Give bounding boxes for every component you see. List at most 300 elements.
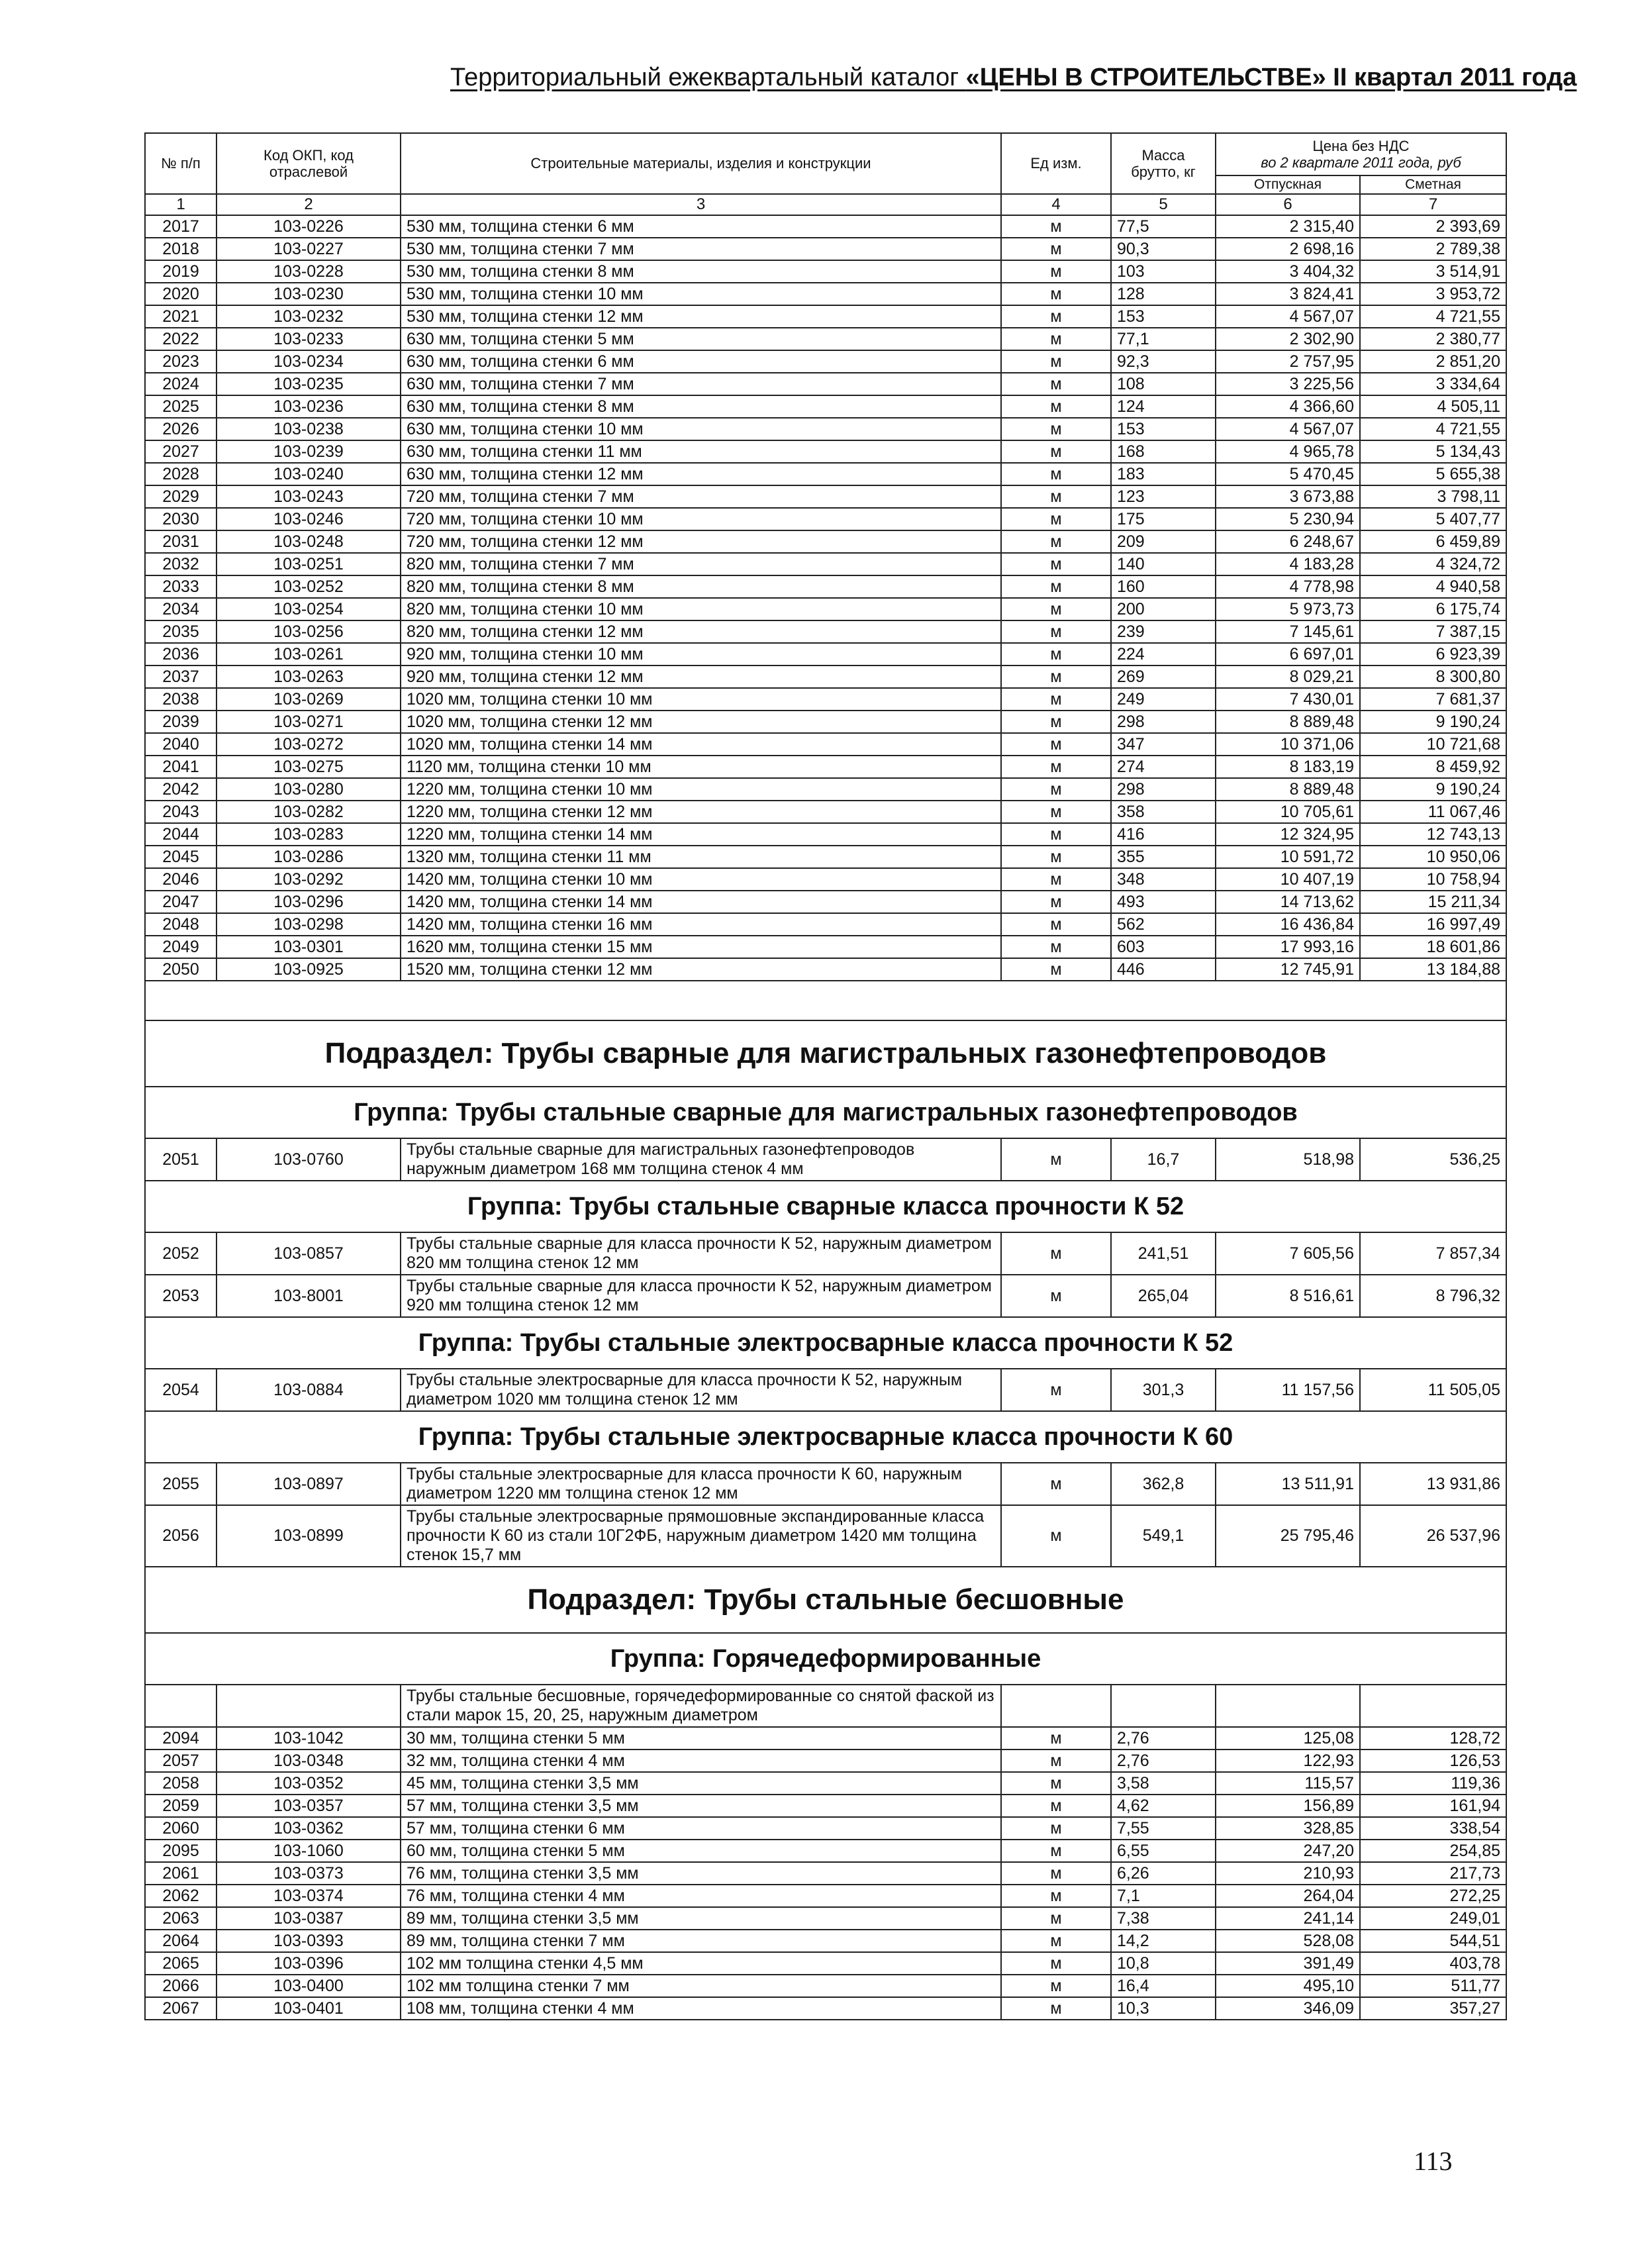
row-number: 2064 xyxy=(145,1930,217,1952)
header-prefix: Территориальный ежеквартальный каталог xyxy=(450,64,966,91)
okp-code: 103-0282 xyxy=(217,801,401,823)
estimate-price: 7 681,37 xyxy=(1360,688,1506,711)
estimate-price: 9 190,24 xyxy=(1360,711,1506,733)
unit: м xyxy=(1001,598,1111,620)
release-price: 241,14 xyxy=(1216,1907,1360,1930)
estimate-price: 7 387,15 xyxy=(1360,620,1506,643)
item-description: 57 мм, толщина стенки 3,5 мм xyxy=(401,1795,1001,1817)
estimate-price: 26 537,96 xyxy=(1360,1505,1506,1567)
gross-mass: 77,5 xyxy=(1111,215,1216,238)
gross-mass: 269 xyxy=(1111,666,1216,688)
estimate-price: 2 380,77 xyxy=(1360,328,1506,350)
gross-mass: 153 xyxy=(1111,305,1216,328)
unit: м xyxy=(1001,1138,1111,1181)
item-description: 1020 мм, толщина стенки 10 мм xyxy=(401,688,1001,711)
unit: м xyxy=(1001,1975,1111,1997)
item-description: Трубы стальные сварные для класса прочности К 52, наружным диаметром 820 мм толщина стенок 12 мм xyxy=(401,1232,1001,1275)
gross-mass: 298 xyxy=(1111,711,1216,733)
table-row xyxy=(145,463,1506,485)
okp-code: 103-0261 xyxy=(217,643,401,666)
unit: м xyxy=(1001,643,1111,666)
estimate-price: 119,36 xyxy=(1360,1772,1506,1795)
release-price: 25 795,46 xyxy=(1216,1505,1360,1567)
item-description: 530 мм, толщина стенки 8 мм xyxy=(401,260,1001,283)
table-row xyxy=(145,215,1506,238)
item-description: 1320 мм, толщина стенки 11 мм xyxy=(401,846,1001,868)
gross-mass: 224 xyxy=(1111,643,1216,666)
item-description: 530 мм, толщина стенки 12 мм xyxy=(401,305,1001,328)
okp-code: 103-0857 xyxy=(217,1232,401,1275)
table-row xyxy=(145,711,1506,733)
group-title-electrowelded-k60: Группа: Трубы стальные электросварные класса прочности К 60 xyxy=(145,1411,1506,1463)
okp-code: 103-0925 xyxy=(217,958,401,981)
estimate-price: 126,53 xyxy=(1360,1750,1506,1772)
okp-code: 103-0396 xyxy=(217,1952,401,1975)
table-row xyxy=(145,1862,1506,1885)
release-price: 264,04 xyxy=(1216,1885,1360,1907)
row-number: 2054 xyxy=(145,1369,217,1411)
unit: м xyxy=(1001,1885,1111,1907)
table-row xyxy=(145,1840,1506,1862)
unit: м xyxy=(1001,283,1111,305)
rows-section-a xyxy=(145,215,1506,981)
okp-code: 103-0226 xyxy=(217,215,401,238)
group-intro-text: Трубы стальные бесшовные, горячедеформированные со снятой фаской из стали марок 15, 20, 25, наружным диаметром xyxy=(401,1685,1001,1727)
item-description: 630 мм, толщина стенки 11 мм xyxy=(401,440,1001,463)
table-row xyxy=(145,823,1506,846)
gross-mass: 3,58 xyxy=(1111,1772,1216,1795)
release-price: 5 230,94 xyxy=(1216,508,1360,530)
table-row xyxy=(145,553,1506,575)
row-number: 2063 xyxy=(145,1907,217,1930)
table-row xyxy=(145,936,1506,958)
row-number: 2032 xyxy=(145,553,217,575)
gross-mass: 416 xyxy=(1111,823,1216,846)
unit: м xyxy=(1001,1952,1111,1975)
release-price: 210,93 xyxy=(1216,1862,1360,1885)
item-description: 630 мм, толщина стенки 8 мм xyxy=(401,395,1001,418)
unit: м xyxy=(1001,733,1111,756)
unit: м xyxy=(1001,1795,1111,1817)
page-number: 113 xyxy=(1414,2146,1453,2176)
row-number: 2065 xyxy=(145,1952,217,1975)
row-number: 2060 xyxy=(145,1817,217,1840)
okp-code: 103-0256 xyxy=(217,620,401,643)
table-row xyxy=(145,260,1506,283)
item-description: 102 мм толщина стенки 4,5 мм xyxy=(401,1952,1001,1975)
unit: м xyxy=(1001,778,1111,801)
subsection-title-seamless: Подраздел: Трубы стальные бесшовные xyxy=(145,1567,1506,1633)
gross-mass: 140 xyxy=(1111,553,1216,575)
table-row xyxy=(145,891,1506,913)
gross-mass: 124 xyxy=(1111,395,1216,418)
table-row xyxy=(145,418,1506,440)
release-price: 3 673,88 xyxy=(1216,485,1360,508)
group-title-hot-formed: Группа: Горячедеформированные xyxy=(145,1633,1506,1685)
release-price: 125,08 xyxy=(1216,1727,1360,1750)
gross-mass: 128 xyxy=(1111,283,1216,305)
table-row xyxy=(145,1750,1506,1772)
release-price: 518,98 xyxy=(1216,1138,1360,1181)
item-description: 820 мм, толщина стенки 7 мм xyxy=(401,553,1001,575)
okp-code: 103-0400 xyxy=(217,1975,401,1997)
okp-code: 103-0275 xyxy=(217,756,401,778)
table-row xyxy=(145,643,1506,666)
item-description: 102 мм толщина стенки 7 мм xyxy=(401,1975,1001,1997)
release-price: 6 697,01 xyxy=(1216,643,1360,666)
item-description: 820 мм, толщина стенки 8 мм xyxy=(401,575,1001,598)
section-break xyxy=(145,981,1506,1138)
release-price: 2 315,40 xyxy=(1216,215,1360,238)
release-price: 13 511,91 xyxy=(1216,1463,1360,1505)
release-price: 2 757,95 xyxy=(1216,350,1360,373)
item-description: 820 мм, толщина стенки 12 мм xyxy=(401,620,1001,643)
unit: м xyxy=(1001,1727,1111,1750)
column-index-row xyxy=(145,194,1506,215)
release-price: 10 407,19 xyxy=(1216,868,1360,891)
estimate-price: 6 923,39 xyxy=(1360,643,1506,666)
row-number: 2047 xyxy=(145,891,217,913)
estimate-price: 128,72 xyxy=(1360,1727,1506,1750)
estimate-price: 4 721,55 xyxy=(1360,305,1506,328)
gross-mass: 10,3 xyxy=(1111,1997,1216,2020)
intro-cell-num xyxy=(145,1685,217,1727)
item-description: Трубы стальные сварные для класса прочности К 52, наружным диаметром 920 мм толщина стенок 12 мм xyxy=(401,1275,1001,1317)
unit: м xyxy=(1001,913,1111,936)
estimate-price: 536,25 xyxy=(1360,1138,1506,1181)
gross-mass: 200 xyxy=(1111,598,1216,620)
estimate-price: 217,73 xyxy=(1360,1862,1506,1885)
okp-code: 103-0252 xyxy=(217,575,401,598)
gross-mass: 265,04 xyxy=(1111,1275,1216,1317)
estimate-price: 254,85 xyxy=(1360,1840,1506,1862)
gross-mass: 7,55 xyxy=(1111,1817,1216,1840)
release-price: 495,10 xyxy=(1216,1975,1360,1997)
column-index: 5 xyxy=(1111,194,1216,215)
item-description: Трубы стальные электросварные прямошовные экспандированные класса прочности К 60 из стали 10Г2ФБ, наружным диаметром 1420 мм толщина стенок 15,7 мм xyxy=(401,1505,1001,1567)
column-index: 4 xyxy=(1001,194,1111,215)
item-description: 630 мм, толщина стенки 12 мм xyxy=(401,463,1001,485)
okp-code: 103-0232 xyxy=(217,305,401,328)
okp-code: 103-0243 xyxy=(217,485,401,508)
estimate-price: 8 796,32 xyxy=(1360,1275,1506,1317)
unit: м xyxy=(1001,350,1111,373)
row-number: 2050 xyxy=(145,958,217,981)
column-index: 2 xyxy=(217,194,401,215)
gross-mass: 14,2 xyxy=(1111,1930,1216,1952)
estimate-price: 5 655,38 xyxy=(1360,463,1506,485)
item-description: 630 мм, толщина стенки 7 мм xyxy=(401,373,1001,395)
unit: м xyxy=(1001,530,1111,553)
row-number: 2026 xyxy=(145,418,217,440)
col-header-num: № п/п xyxy=(145,133,217,194)
row-number: 2033 xyxy=(145,575,217,598)
row-number: 2030 xyxy=(145,508,217,530)
release-price: 3 404,32 xyxy=(1216,260,1360,283)
gross-mass: 355 xyxy=(1111,846,1216,868)
item-description: 1220 мм, толщина стенки 10 мм xyxy=(401,778,1001,801)
gross-mass: 7,1 xyxy=(1111,1885,1216,1907)
row-number: 2023 xyxy=(145,350,217,373)
okp-code: 103-0234 xyxy=(217,350,401,373)
okp-code: 103-0269 xyxy=(217,688,401,711)
okp-code: 103-0292 xyxy=(217,868,401,891)
table-row xyxy=(145,620,1506,643)
row-number: 2067 xyxy=(145,1997,217,2020)
gross-mass: 2,76 xyxy=(1111,1727,1216,1750)
row-number: 2066 xyxy=(145,1975,217,1997)
item-description: 57 мм, толщина стенки 6 мм xyxy=(401,1817,1001,1840)
unit: м xyxy=(1001,215,1111,238)
okp-code: 103-0283 xyxy=(217,823,401,846)
gross-mass: 4,62 xyxy=(1111,1795,1216,1817)
gross-mass: 562 xyxy=(1111,913,1216,936)
item-description: 1020 мм, толщина стенки 12 мм xyxy=(401,711,1001,733)
okp-code: 103-0228 xyxy=(217,260,401,283)
table-row xyxy=(145,350,1506,373)
price-catalog-table xyxy=(144,132,1507,2020)
estimate-price: 338,54 xyxy=(1360,1817,1506,1840)
release-price: 8 029,21 xyxy=(1216,666,1360,688)
table-row xyxy=(145,1727,1506,1750)
unit: м xyxy=(1001,328,1111,350)
estimate-price: 249,01 xyxy=(1360,1907,1506,1930)
table-row xyxy=(145,305,1506,328)
estimate-price: 10 758,94 xyxy=(1360,868,1506,891)
unit: м xyxy=(1001,1930,1111,1952)
okp-code: 103-0272 xyxy=(217,733,401,756)
item-description: 1420 мм, толщина стенки 10 мм xyxy=(401,868,1001,891)
release-price: 14 713,62 xyxy=(1216,891,1360,913)
gross-mass: 7,38 xyxy=(1111,1907,1216,1930)
okp-code: 103-0254 xyxy=(217,598,401,620)
release-price: 8 183,19 xyxy=(1216,756,1360,778)
release-price: 8 889,48 xyxy=(1216,778,1360,801)
item-description: 76 мм, толщина стенки 3,5 мм xyxy=(401,1862,1001,1885)
gross-mass: 16,7 xyxy=(1111,1138,1216,1181)
okp-code: 103-0760 xyxy=(217,1138,401,1181)
rows-group-1 xyxy=(145,1138,1506,1181)
estimate-price: 8 300,80 xyxy=(1360,666,1506,688)
item-description: 920 мм, толщина стенки 10 мм xyxy=(401,643,1001,666)
release-price: 17 993,16 xyxy=(1216,936,1360,958)
unit: м xyxy=(1001,620,1111,643)
item-description: 76 мм, толщина стенки 4 мм xyxy=(401,1885,1001,1907)
release-price: 8 889,48 xyxy=(1216,711,1360,733)
okp-code: 103-0298 xyxy=(217,913,401,936)
estimate-price: 2 393,69 xyxy=(1360,215,1506,238)
item-description: 1220 мм, толщина стенки 12 мм xyxy=(401,801,1001,823)
row-number: 2017 xyxy=(145,215,217,238)
row-number: 2058 xyxy=(145,1772,217,1795)
estimate-price: 5 407,77 xyxy=(1360,508,1506,530)
item-description: Трубы стальные сварные для магистральных газонефтепроводов наружным диаметром 168 мм толщина стенок 4 мм xyxy=(401,1138,1001,1181)
release-price: 6 248,67 xyxy=(1216,530,1360,553)
estimate-price: 12 743,13 xyxy=(1360,823,1506,846)
gross-mass: 77,1 xyxy=(1111,328,1216,350)
okp-code: 103-0240 xyxy=(217,463,401,485)
unit: м xyxy=(1001,373,1111,395)
row-number: 2062 xyxy=(145,1885,217,1907)
unit: м xyxy=(1001,1505,1111,1567)
gross-mass: 493 xyxy=(1111,891,1216,913)
blank-row xyxy=(145,981,1506,1020)
row-number: 2056 xyxy=(145,1505,217,1567)
estimate-price: 9 190,24 xyxy=(1360,778,1506,801)
gross-mass: 362,8 xyxy=(1111,1463,1216,1505)
row-number: 2055 xyxy=(145,1463,217,1505)
okp-code: 103-0233 xyxy=(217,328,401,350)
gross-mass: 103 xyxy=(1111,260,1216,283)
item-description: 630 мм, толщина стенки 5 мм xyxy=(401,328,1001,350)
release-price: 10 705,61 xyxy=(1216,801,1360,823)
unit: м xyxy=(1001,846,1111,868)
gross-mass: 347 xyxy=(1111,733,1216,756)
estimate-price: 10 721,68 xyxy=(1360,733,1506,756)
table-row xyxy=(145,1907,1506,1930)
item-description: Трубы стальные электросварные для класса прочности К 52, наружным диаметром 1020 мм толщина стенок 12 мм xyxy=(401,1369,1001,1411)
okp-code: 103-0393 xyxy=(217,1930,401,1952)
row-number: 2059 xyxy=(145,1795,217,1817)
estimate-price: 544,51 xyxy=(1360,1930,1506,1952)
release-price: 3 824,41 xyxy=(1216,283,1360,305)
okp-code: 103-0236 xyxy=(217,395,401,418)
row-number: 2034 xyxy=(145,598,217,620)
estimate-price: 2 789,38 xyxy=(1360,238,1506,260)
release-price: 7 145,61 xyxy=(1216,620,1360,643)
row-number: 2051 xyxy=(145,1138,217,1181)
unit: м xyxy=(1001,508,1111,530)
release-price: 10 371,06 xyxy=(1216,733,1360,756)
table-row xyxy=(145,328,1506,350)
estimate-price: 3 798,11 xyxy=(1360,485,1506,508)
okp-code: 103-0362 xyxy=(217,1817,401,1840)
estimate-price: 18 601,86 xyxy=(1360,936,1506,958)
item-description: 1120 мм, толщина стенки 10 мм xyxy=(401,756,1001,778)
unit: м xyxy=(1001,1275,1111,1317)
row-number: 2018 xyxy=(145,238,217,260)
release-price: 156,89 xyxy=(1216,1795,1360,1817)
unit: м xyxy=(1001,395,1111,418)
okp-code: 103-0899 xyxy=(217,1505,401,1567)
unit: м xyxy=(1001,868,1111,891)
table-row xyxy=(145,508,1506,530)
release-price: 4 965,78 xyxy=(1216,440,1360,463)
row-number: 2052 xyxy=(145,1232,217,1275)
table-row xyxy=(145,1138,1506,1181)
intro-cell-release xyxy=(1216,1685,1360,1727)
release-price: 2 698,16 xyxy=(1216,238,1360,260)
item-description: 108 мм, толщина стенки 4 мм xyxy=(401,1997,1001,2020)
release-price: 4 567,07 xyxy=(1216,305,1360,328)
gross-mass: 16,4 xyxy=(1111,1975,1216,1997)
row-number: 2057 xyxy=(145,1750,217,1772)
okp-code: 103-0251 xyxy=(217,553,401,575)
column-index: 3 xyxy=(401,194,1001,215)
estimate-price: 11 067,46 xyxy=(1360,801,1506,823)
row-number: 2027 xyxy=(145,440,217,463)
item-description: 630 мм, толщина стенки 10 мм xyxy=(401,418,1001,440)
item-description: 1520 мм, толщина стенки 12 мм xyxy=(401,958,1001,981)
gross-mass: 90,3 xyxy=(1111,238,1216,260)
unit: м xyxy=(1001,418,1111,440)
release-price: 3 225,56 xyxy=(1216,373,1360,395)
table-row xyxy=(145,1275,1506,1317)
item-description: 89 мм, толщина стенки 7 мм xyxy=(401,1930,1001,1952)
table-row xyxy=(145,1369,1506,1411)
estimate-price: 13 931,86 xyxy=(1360,1463,1506,1505)
okp-code: 103-0897 xyxy=(217,1463,401,1505)
okp-code: 103-0374 xyxy=(217,1885,401,1907)
table-row xyxy=(145,1930,1506,1952)
unit: м xyxy=(1001,440,1111,463)
table-row xyxy=(145,1772,1506,1795)
release-price: 391,49 xyxy=(1216,1952,1360,1975)
row-number: 2053 xyxy=(145,1275,217,1317)
gross-mass: 239 xyxy=(1111,620,1216,643)
page-header xyxy=(450,64,1577,92)
table-row xyxy=(145,846,1506,868)
table-row xyxy=(145,1952,1506,1975)
table-row xyxy=(145,373,1506,395)
item-description: 89 мм, толщина стенки 3,5 мм xyxy=(401,1907,1001,1930)
unit: м xyxy=(1001,1840,1111,1862)
row-number: 2019 xyxy=(145,260,217,283)
table-row xyxy=(145,733,1506,756)
gross-mass: 348 xyxy=(1111,868,1216,891)
item-description: 1020 мм, толщина стенки 14 мм xyxy=(401,733,1001,756)
row-number: 2035 xyxy=(145,620,217,643)
okp-code: 103-0401 xyxy=(217,1997,401,2020)
col-header-unit: Ед изм. xyxy=(1001,133,1111,194)
estimate-price: 4 721,55 xyxy=(1360,418,1506,440)
col-header-mass: Масса брутто, кг xyxy=(1111,133,1216,194)
unit: м xyxy=(1001,1369,1111,1411)
okp-code: 103-0248 xyxy=(217,530,401,553)
okp-code: 103-1060 xyxy=(217,1840,401,1862)
item-description: 530 мм, толщина стенки 10 мм xyxy=(401,283,1001,305)
unit: м xyxy=(1001,485,1111,508)
estimate-price: 11 505,05 xyxy=(1360,1369,1506,1411)
gross-mass: 249 xyxy=(1111,688,1216,711)
table-row xyxy=(145,395,1506,418)
gross-mass: 446 xyxy=(1111,958,1216,981)
table-row xyxy=(145,666,1506,688)
intro-cell-code xyxy=(217,1685,401,1727)
table-row xyxy=(145,1975,1506,1997)
okp-code: 103-0286 xyxy=(217,846,401,868)
row-number: 2061 xyxy=(145,1862,217,1885)
item-description: 720 мм, толщина стенки 12 мм xyxy=(401,530,1001,553)
gross-mass: 168 xyxy=(1111,440,1216,463)
group-title-electrowelded-k52: Группа: Трубы стальные электросварные класса прочности К 52 xyxy=(145,1317,1506,1369)
unit: м xyxy=(1001,891,1111,913)
gross-mass: 183 xyxy=(1111,463,1216,485)
gross-mass: 209 xyxy=(1111,530,1216,553)
row-number: 2031 xyxy=(145,530,217,553)
okp-code: 103-0884 xyxy=(217,1369,401,1411)
estimate-price: 2 851,20 xyxy=(1360,350,1506,373)
item-description: 720 мм, толщина стенки 10 мм xyxy=(401,508,1001,530)
release-price: 4 366,60 xyxy=(1216,395,1360,418)
unit: м xyxy=(1001,463,1111,485)
gross-mass: 358 xyxy=(1111,801,1216,823)
estimate-price: 8 459,92 xyxy=(1360,756,1506,778)
gross-mass: 123 xyxy=(1111,485,1216,508)
gross-mass: 2,76 xyxy=(1111,1750,1216,1772)
row-number: 2041 xyxy=(145,756,217,778)
gross-mass: 298 xyxy=(1111,778,1216,801)
